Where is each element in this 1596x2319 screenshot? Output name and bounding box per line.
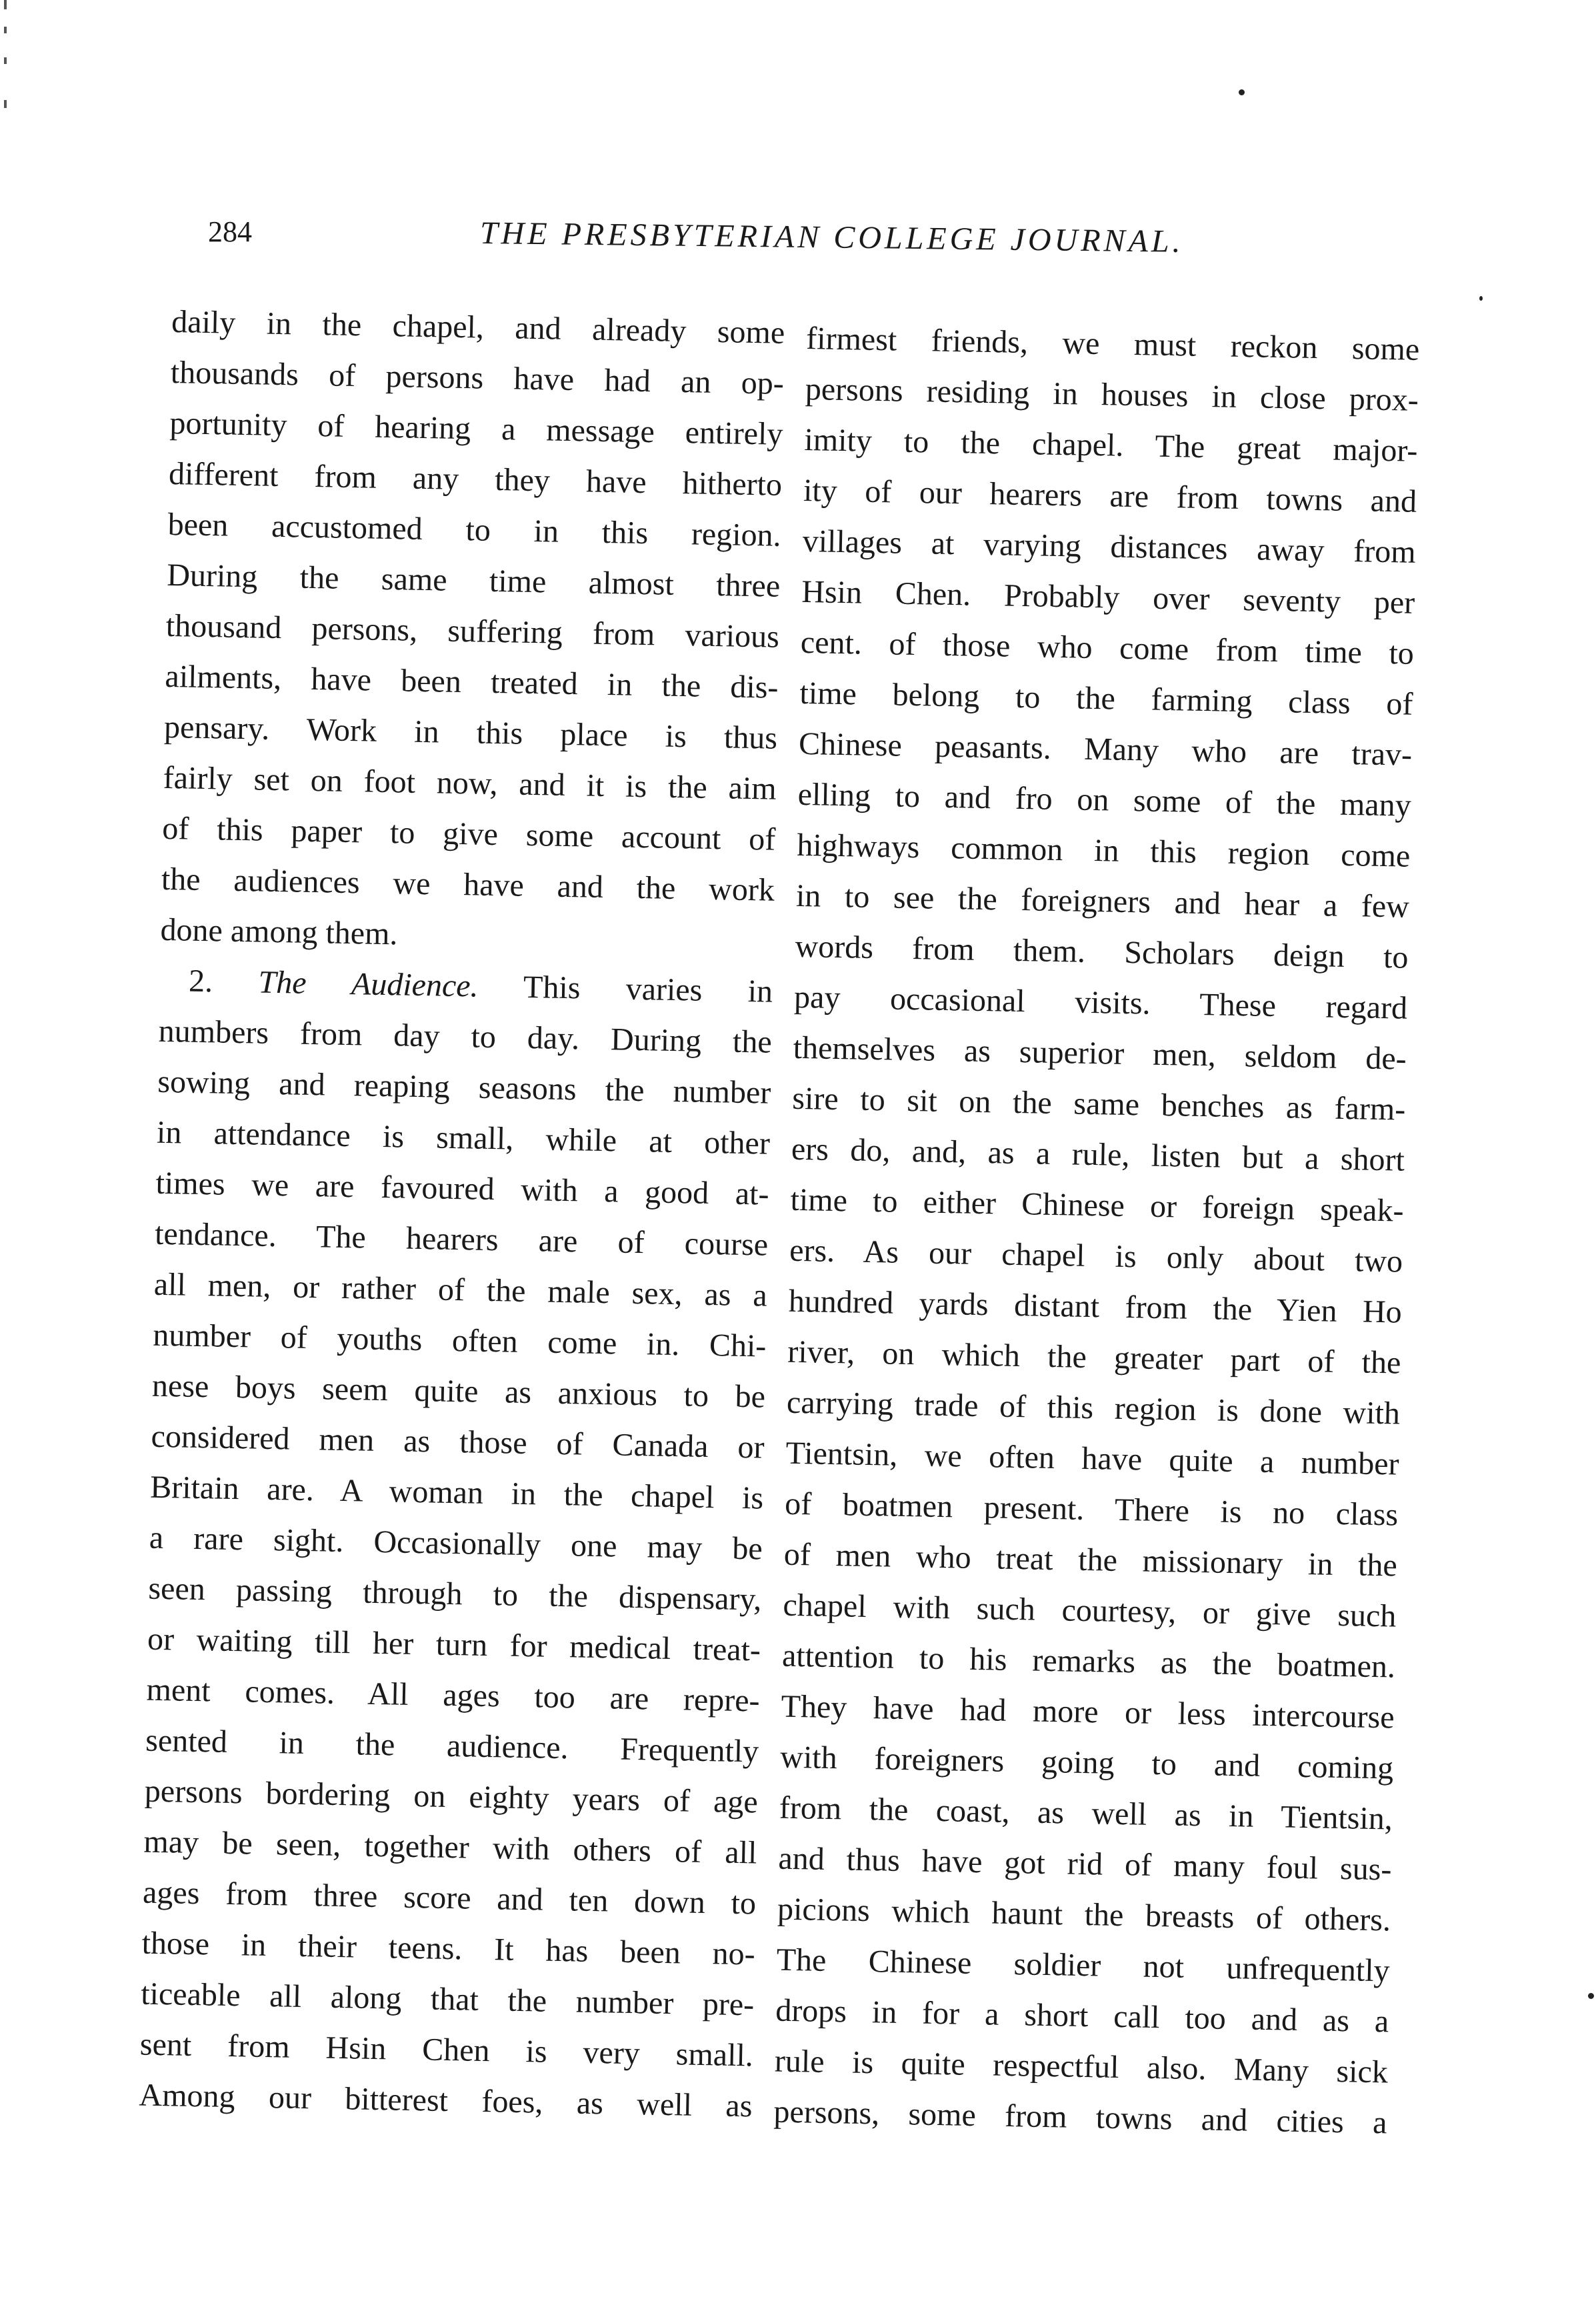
text-line: all men, or rather of the male sex, as a (153, 1266, 768, 1314)
scan-edge-mark (4, 57, 7, 64)
text-line: ers do, and, as a rule, listen but a short (791, 1131, 1405, 1178)
left-column (139, 297, 785, 2132)
text-line: sowing and reaping seasons the number (157, 1063, 771, 1111)
text-line: ity of our hearers are from towns and (803, 472, 1417, 519)
text-line: elling to and fro on some of the many (797, 776, 1412, 823)
text-line: number of youths often come in. Chi- (152, 1317, 767, 1364)
text-line: sent from Hsin Chen is very small. (139, 2026, 754, 2074)
text-line: may be seen, together with others of all (143, 1824, 757, 1871)
text-line: those in their teens. It has been no- (141, 1925, 756, 1972)
scan-edge-mark (4, 100, 7, 108)
text-line: from the coast, as well as in Tientsin, (779, 1790, 1393, 1837)
text-line: firmest friends, we must reckon some (805, 320, 1420, 367)
text-line: and thus have got rid of many foul sus- (778, 1840, 1392, 1888)
text-line: rule is quite respectful also. Many sick (774, 2043, 1389, 2090)
text-line: been accustomed to in this region. (167, 506, 782, 553)
text-line: attention to his remarks as the boatmen. (781, 1638, 1396, 1685)
text-line: They have had more or less intercourse (781, 1688, 1395, 1736)
text-line: themselves as superior men, seldom de- (793, 1029, 1407, 1077)
text-line: ticeable all along that the number pre- (140, 1976, 755, 2023)
text-line: highways common in this region come (796, 827, 1411, 874)
text-line: Tientsin, we often have quite a number (785, 1435, 1400, 1482)
text-line: tendance. The hearers are of course (154, 1216, 769, 1263)
text-line: portunity of hearing a message entirely (169, 405, 783, 452)
text-line: hundred yards distant from the Yien Ho (788, 1283, 1403, 1330)
text-line: carrying trade of this region is done with (786, 1384, 1401, 1432)
text-line: seen passing through to the dispensary, (148, 1570, 762, 1618)
text-line: chapel with such courtesy, or give such (783, 1587, 1397, 1634)
text-line: pensary. Work in this place is thus (163, 709, 778, 756)
text-line: thousand persons, suffering from various (165, 607, 780, 655)
text-line: ment comes. All ages too are repre- (146, 1672, 761, 1719)
scan-edge-mark (4, 27, 7, 33)
text-line: in attendance is small, while at other (156, 1114, 771, 1162)
text-line: ailments, have been treated in the dis- (165, 658, 779, 705)
text-line: time belong to the farming class of (799, 675, 1413, 722)
text-line: different from any they have hitherto (168, 455, 783, 503)
text-line: or waiting till her turn for medical treat- (147, 1621, 761, 1668)
text-line: During the same time almost three (166, 557, 781, 604)
text-line: cent. of those who come from time to (800, 624, 1415, 671)
text-line: sented in the audience. Frequently (145, 1722, 759, 1770)
text-line: of men who treat the missionary in the (783, 1536, 1398, 1584)
text-line: fairly set on foot now, and it is the aim (163, 759, 777, 807)
text-line: done among them. (160, 911, 398, 952)
text-line: sire to sit on the same benches as farm- (791, 1080, 1406, 1127)
text-line: picions which haunt the breasts of others. (777, 1891, 1391, 1938)
text-line: time to either Chinese or foreign speak- (790, 1182, 1404, 1229)
ink-speck (1239, 89, 1245, 95)
text-line: pay occasional visits. These regard (793, 979, 1408, 1026)
ink-speck (1479, 296, 1483, 301)
text-line: persons residing in houses in close prox- (805, 371, 1419, 418)
text-line: words from them. Scholars deign to (795, 928, 1409, 975)
ink-speck (1588, 1993, 1594, 1999)
text-line: of this paper to give some account of (161, 810, 776, 857)
text-line: persons, some from towns and cities a (773, 2094, 1387, 2141)
text-line: villages at varying distances away from (802, 523, 1417, 570)
text-line: of boatmen present. There is no class (784, 1486, 1399, 1533)
section-number: 2. (188, 963, 213, 999)
text-line: drops in for a short call too and as a (775, 1992, 1389, 2040)
section-text: This varies in (523, 969, 773, 1009)
text-line: times we are favoured with a good at- (155, 1165, 769, 1212)
text-line: Britain are. A woman in the chapel is (149, 1469, 764, 1516)
running-head: THE PRESBYTERIAN COLLEGE JOURNAL. (479, 215, 1184, 259)
text-line: Among our bitterest foes, as well as (139, 2077, 753, 2124)
text-line: thousands of persons have had an op- (170, 354, 785, 401)
text-line: considered men as those of Canada or (151, 1418, 765, 1466)
text-line: The Chinese soldier not unfrequently (776, 1942, 1391, 1989)
text-line: river, on which the greater part of the (787, 1334, 1401, 1381)
text-line: Chinese peasants. Many who are trav- (798, 725, 1413, 773)
text-line: persons bordering on eighty years of age (144, 1773, 759, 1820)
text-line: nese boys seem quite as anxious to be (151, 1368, 766, 1415)
text-line: imity to the chapel. The great major- (804, 421, 1418, 469)
text-line: in to see the foreigners and hear a few (795, 877, 1410, 925)
right-column (773, 313, 1420, 2148)
text-line: numbers from day to day. During the (158, 1013, 773, 1060)
text-line: daily in the chapel, and already some (171, 303, 785, 351)
section-title: The Audience. (258, 964, 479, 1004)
text-line: with foreigners going to and coming (779, 1739, 1394, 1786)
text-line: the audiences we have and the work (161, 861, 775, 908)
scan-edge-mark (4, 0, 7, 9)
page-number: 284 (208, 215, 252, 248)
text-line: ages from three score and ten down to (142, 1874, 757, 1922)
text-line: a rare sight. Occasionally one may be (149, 1520, 763, 1567)
text-line: Hsin Chen. Probably over seventy per (801, 573, 1415, 621)
text-line: ers. As our chapel is only about two (789, 1232, 1403, 1280)
